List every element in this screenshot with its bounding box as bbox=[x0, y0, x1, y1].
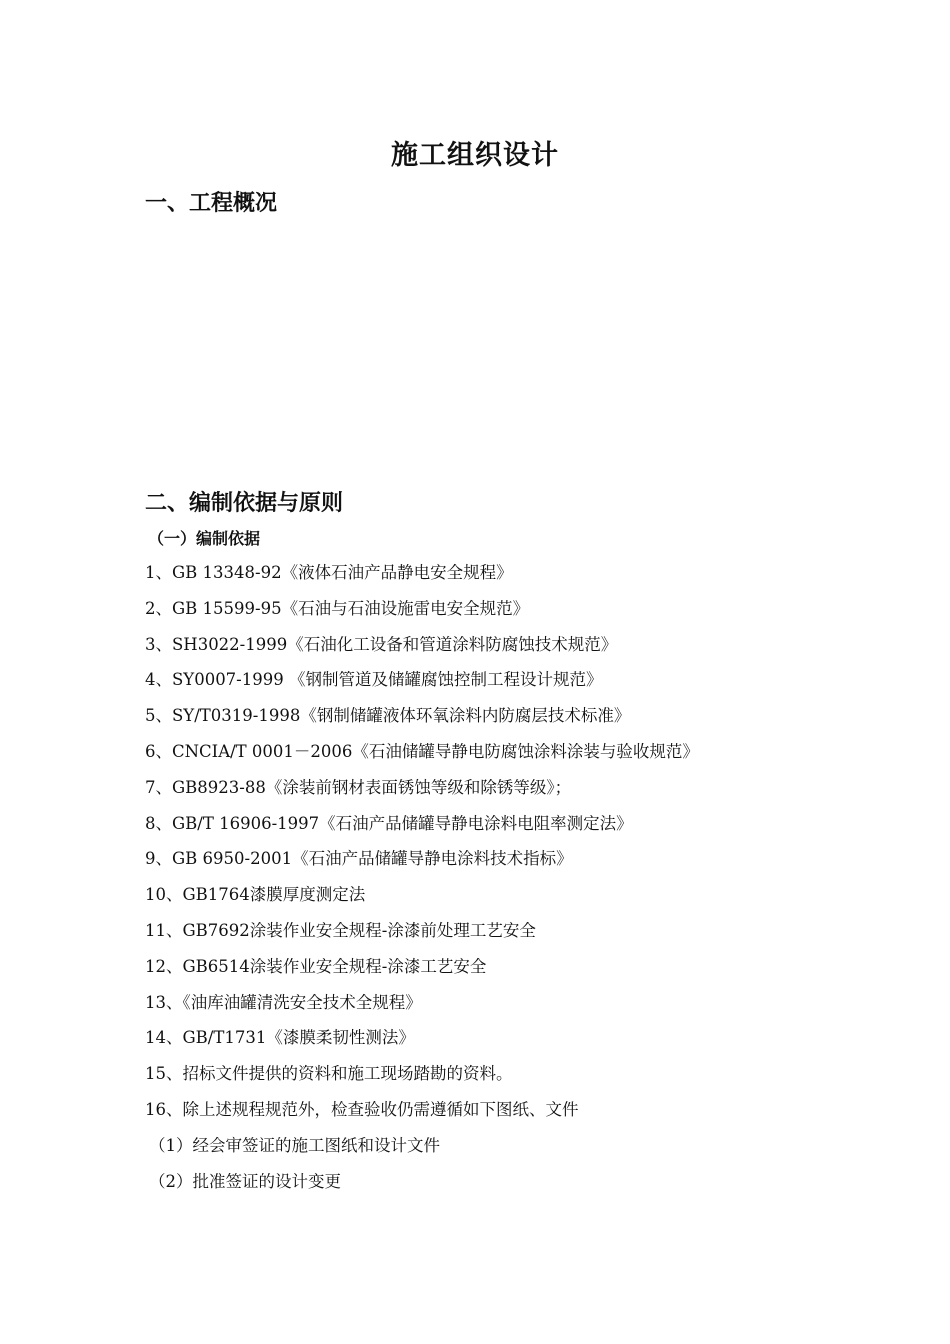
list-item: 13、《油库油罐清洗安全技术全规程》 bbox=[145, 992, 422, 1012]
list-subitem: （1）经会审签证的施工图纸和设计文件 bbox=[149, 1135, 440, 1155]
list-subitem: （2）批准签证的设计变更 bbox=[149, 1171, 341, 1191]
list-item: 4、SY0007-1999 《钢制管道及储罐腐蚀控制工程设计规范》 bbox=[145, 670, 603, 690]
list-item: 5、SY/T0319-1998《钢制储罐液体环氧涂料内防腐层技术标准》 bbox=[145, 706, 631, 726]
list-item: 16、除上述规程规范外，检查验收仍需遵循如下图纸、文件 bbox=[145, 1099, 579, 1119]
section-heading-basis-principles: 二、编制依据与原则 bbox=[145, 491, 344, 516]
list-item: 9、GB 6950-2001《石油产品储罐导静电涂料技术指标》 bbox=[145, 849, 573, 869]
subsection-heading-basis: （一）编制依据 bbox=[148, 529, 261, 548]
list-item: 10、GB1764漆膜厚度测定法 bbox=[145, 885, 366, 905]
basis-list bbox=[145, 561, 699, 1205]
list-item: 15、招标文件提供的资料和施工现场踏勘的资料。 bbox=[145, 1064, 513, 1084]
list-item: 6、CNCIA/T 0001－2006《石油储罐导静电防腐蚀涂料涂装与验收规范》 bbox=[145, 741, 699, 761]
list-item: 14、GB/T1731《漆膜柔韧性测法》 bbox=[145, 1028, 415, 1048]
section-heading-overview: 一、工程概况 bbox=[145, 191, 278, 216]
document-title: 施工组织设计 bbox=[391, 140, 559, 171]
list-item: 11、GB7692涂装作业安全规程-涂漆前处理工艺安全 bbox=[145, 920, 536, 940]
list-item: 7、GB8923-88《涂装前钢材表面锈蚀等级和除锈等级》； bbox=[145, 777, 572, 797]
list-item: 3、SH3022-1999《石油化工设备和管道涂料防腐蚀技术规范》 bbox=[145, 634, 618, 654]
list-item: 12、GB6514涂装作业安全规程-涂漆工艺安全 bbox=[145, 956, 487, 976]
list-item: 8、GB/T 16906-1997《石油产品储罐导静电涂料电阻率测定法》 bbox=[145, 813, 633, 833]
list-item: 2、GB 15599-95《石油与石油设施雷电安全规范》 bbox=[145, 598, 530, 618]
list-item: 1、GB 13348-92《液体石油产品静电安全规程》 bbox=[145, 563, 513, 582]
